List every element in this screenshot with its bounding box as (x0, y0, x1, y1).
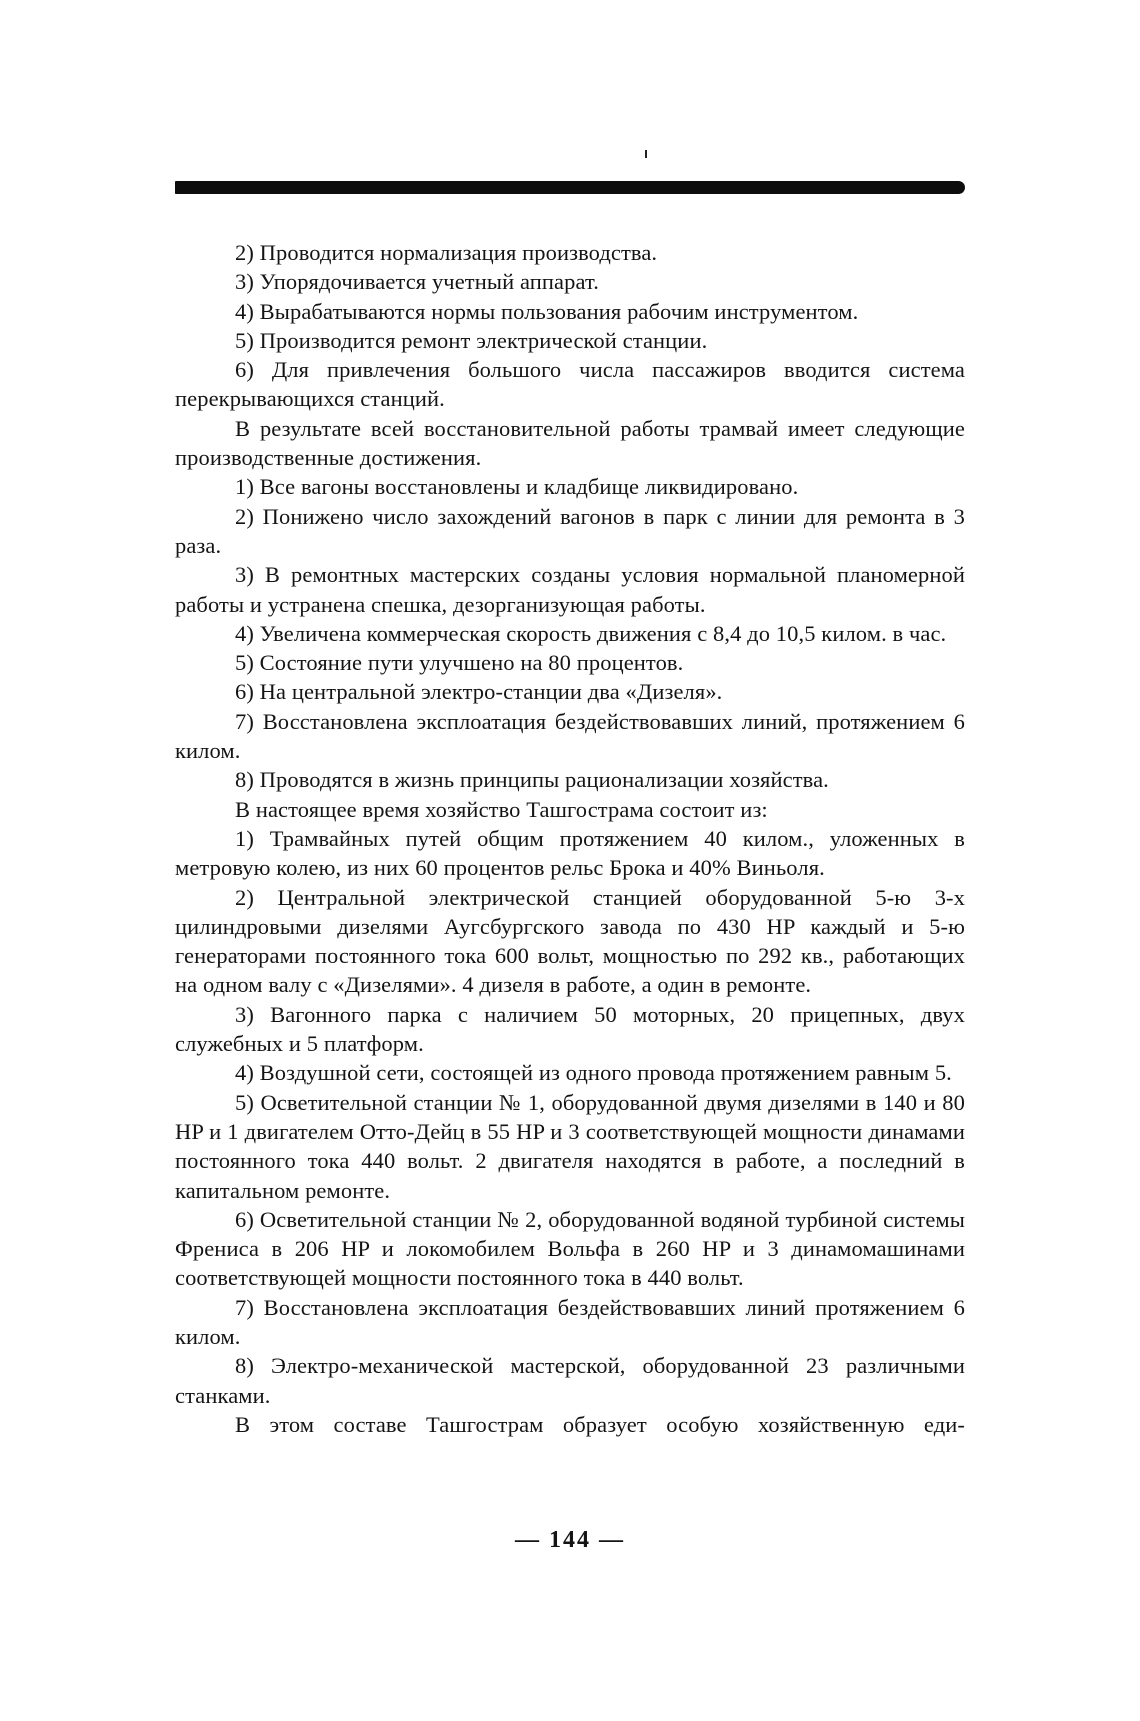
paragraph: 7) Восстановлена эксплоатация бездействовавших линий протяжением 6 килом. (175, 1294, 965, 1349)
paragraph: 2) Центральной электрической станцией оборудованной 5-ю 3-х цилиндровыми дизелями Аугсбургского завода по 430 HP каждый и 5-ю генераторами постоянного тока 600 вольт, мощностью по 292 кв., работающих на одном валу с «Дизелями». 4 дизеля в работе, а один в ремонте. (175, 884, 965, 998)
page-body-text (175, 238, 965, 1439)
paragraph: 3) Упорядочивается учетный аппарат. (235, 269, 599, 295)
paragraph: 1) Трамвайных путей общим протяжением 40 килом., уложенных в метровую колею, из них 60 процентов рельс Брока и 40% Виньоля. (175, 825, 965, 881)
paragraph: 5) Осветительной станции № 1, оборудованной двумя дизелями в 140 и 80 HP и 1 двигателем Отто-Дейц в 55 HP и 3 соответствующей мощности динамами постоянного тока 440 вольт. 2 двигателя находятся в работе, а последний в капитальном ремонте. (175, 1089, 965, 1203)
page-number: — 144 — (515, 1527, 625, 1553)
paragraph: 7) Восстановлена эксплоатация бездействовавших линий, протяжением 6 килом. (175, 708, 965, 764)
paragraph: 8) Электро-механической мастерской, оборудованной 23 различными станками. (175, 1353, 965, 1408)
paragraph: 4) Увеличена коммерческая скорость движения с 8,4 до 10,5 килом. в час. (235, 620, 947, 646)
paragraph: 3) Вагонного парка с наличием 50 моторных, 20 прицепных, двух служебных и 5 платформ. (175, 1001, 965, 1057)
decorative-tick-mark (645, 150, 647, 158)
paragraph: 5) Производится ремонт электрической станции. (235, 327, 708, 353)
paragraph: В этом составе Ташгострам образует особую хозяйственную еди- (235, 1411, 965, 1437)
paragraph: 6) Для привлечения большого числа пассажиров вводится система перекрывающихся станций. (175, 357, 965, 412)
paragraph: В результате всей восстановительной работы трамвай имеет следующие производственные достижения. (175, 415, 965, 471)
paragraph: 4) Вырабатываются нормы пользования рабочим инструментом. (235, 298, 859, 324)
paragraph: 8) Проводятся в жизнь принципы рационализации хозяйства. (235, 767, 829, 793)
header-rule (175, 181, 965, 194)
paragraph: 6) Осветительной станции № 2, оборудованной водяной турбиной системы Френиса в 206 HP и локомобилем Вольфа в 260 HP и 3 динамомашинами соответствующей мощности постоянного тока в 440 вольт. (175, 1206, 965, 1291)
paragraph: 2) Проводится нормализация производства. (235, 240, 658, 265)
paragraph: 5) Состояние пути улучшено на 80 процентов. (235, 650, 684, 676)
paragraph: 3) В ремонтных мастерских созданы условия нормальной планомерной работы и устранена спешка, дезорганизующая работы. (175, 562, 965, 617)
paragraph: 2) Понижено число захождений вагонов в парк с линии для ремонта в 3 раза. (175, 503, 965, 558)
paragraph: 4) Воздушной сети, состоящей из одного провода протяжением равным 5. (235, 1060, 952, 1086)
paragraph: В настоящее время хозяйство Ташгострама состоит из: (235, 796, 768, 822)
paragraph: 1) Все вагоны восстановлены и кладбище ликвидировано. (235, 474, 799, 500)
paragraph: 6) На центральной электро-станции два «Дизеля». (235, 679, 723, 705)
